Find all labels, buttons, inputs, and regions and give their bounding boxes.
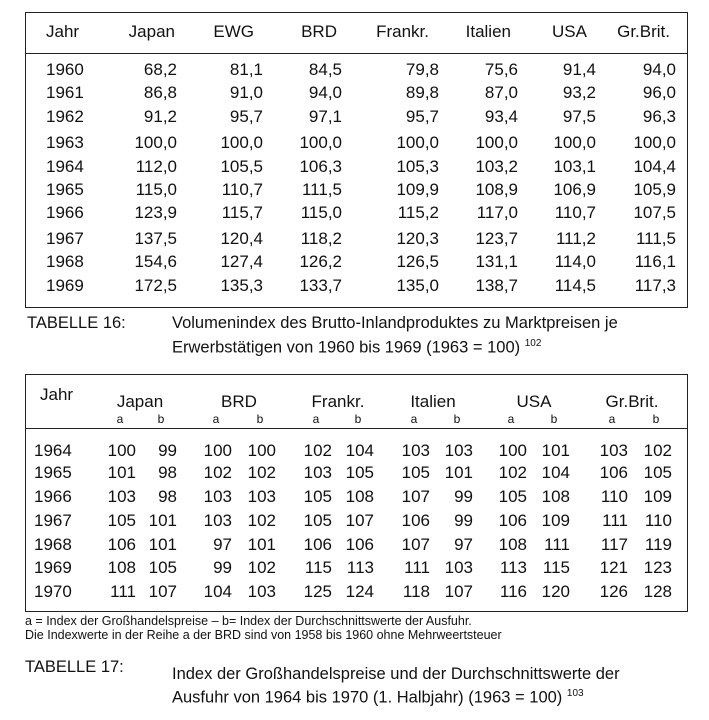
table-cell-b: 128 (643, 582, 672, 601)
table-cell-a: 103 (203, 511, 232, 530)
table-cell: 104,4 (633, 157, 676, 176)
table-cell: 79,8 (405, 60, 439, 79)
table-cell-a: 102 (303, 441, 332, 460)
table-cell-b: 115 (542, 558, 570, 577)
table-cell-b: 119 (644, 535, 672, 554)
row-year: 1966 (34, 487, 72, 506)
column-group-header: Frankr. (311, 392, 365, 411)
table-cell: 108,9 (475, 180, 518, 199)
table-cell: 126,5 (396, 252, 439, 271)
table-cell-b: 105 (345, 463, 374, 482)
table-cell: 131,1 (475, 252, 518, 271)
sub-header-a: a (116, 412, 124, 426)
table-cell: 135,3 (220, 276, 263, 295)
table-cell-a: 99 (213, 558, 232, 577)
table-cell: 75,6 (484, 60, 518, 79)
table-cell-b: 124 (345, 582, 374, 601)
table-cell-a: 107 (401, 535, 430, 554)
table-17-note-1: a = Index der Großhandelspreise – b= Index der Durchschnittswerte der Ausfuhr. (25, 614, 472, 628)
row-year: 1970 (34, 582, 72, 601)
table-cell-b: 98 (158, 463, 177, 482)
column-group-header: BRD (221, 392, 257, 411)
table-16-caption-label: TABELLE 16: (27, 314, 126, 332)
table-cell: 112,0 (135, 157, 177, 176)
table-cell-b: 106 (345, 535, 374, 554)
table-cell-b: 101 (247, 535, 276, 554)
table-cell-b: 102 (643, 441, 672, 460)
table-cell: 100,0 (134, 133, 177, 152)
table-cell-b: 109 (541, 511, 570, 530)
column-group-header: Gr.Brit. (605, 392, 659, 411)
table-cell: 105,3 (396, 157, 439, 176)
table-17-caption-line2 (172, 688, 584, 708)
table-cell: 115,7 (221, 203, 263, 222)
table-cell: 91,4 (562, 60, 596, 79)
table-cell-a: 100 (498, 441, 527, 460)
footnote-ref: 102 (524, 338, 542, 349)
sub-header-a: a (608, 412, 616, 426)
table-cell: 106,9 (553, 180, 596, 199)
sub-header-a: a (410, 412, 418, 426)
row-year: 1968 (34, 535, 72, 554)
table-cell: 114,0 (554, 252, 596, 271)
table-cell-a: 105 (303, 487, 332, 506)
table-cell: 93,4 (484, 107, 518, 126)
table-cell: 100,0 (553, 133, 596, 152)
table-cell: 123,9 (134, 203, 177, 222)
table-cell: 91,2 (143, 107, 177, 126)
table-cell: 103,2 (475, 157, 518, 176)
table-cell-a: 105 (107, 511, 136, 530)
column-header: Gr.Brit. (617, 22, 670, 41)
table-cell-a: 104 (203, 582, 232, 601)
table-cell: 94,0 (642, 60, 676, 79)
sub-header-b: b (652, 412, 660, 426)
table-cell-a: 103 (107, 487, 136, 506)
row-year: 1969 (46, 276, 84, 295)
table-cell: 84,5 (308, 60, 342, 79)
table-cell-a: 116 (499, 582, 527, 601)
table-cell: 133,7 (299, 276, 342, 295)
table-cell-a: 111 (110, 582, 136, 601)
sub-header-b: b (354, 412, 362, 426)
table-cell: 126,2 (299, 252, 342, 271)
column-group-header: Italien (410, 392, 456, 411)
column-header: Japan (128, 22, 175, 41)
table-cell: 68,2 (143, 60, 177, 79)
table-cell-a: 105 (303, 511, 332, 530)
caption-text: Erwerbstätigen von 1960 bis 1969 (1963 = 100) (172, 338, 521, 357)
table-cell-a: 108 (107, 558, 136, 577)
table-cell: 135,0 (396, 276, 439, 295)
table-cell-b: 108 (541, 487, 570, 506)
table-cell-b: 98 (158, 487, 177, 506)
table-cell: 95,7 (229, 107, 263, 126)
table-cell-b: 101 (148, 511, 177, 530)
table-cell: 105,9 (633, 180, 676, 199)
table-cell-b: 100 (247, 441, 276, 460)
sub-header-a: a (212, 412, 220, 426)
table-cell: 91,0 (229, 83, 263, 102)
table-cell: 154,6 (134, 252, 177, 271)
table-cell: 116,1 (634, 252, 676, 271)
header-divider (26, 53, 687, 54)
row-year: 1965 (34, 463, 72, 482)
table-cell: 118,2 (300, 229, 342, 248)
table-cell-b: 108 (345, 487, 374, 506)
table-cell: 117,3 (634, 276, 676, 295)
table-cell: 115,0 (135, 180, 177, 199)
footnote-ref: 103 (566, 688, 584, 699)
table-cell-a: 103 (401, 441, 430, 460)
table-17 (25, 374, 688, 612)
table-cell-a: 100 (203, 441, 232, 460)
table-cell-b: 102 (247, 463, 276, 482)
table-cell: 172,5 (134, 276, 177, 295)
table-cell-b: 103 (247, 487, 276, 506)
table-cell-b: 103 (247, 582, 276, 601)
table-cell-b: 102 (247, 558, 276, 577)
column-header: BRD (301, 22, 337, 41)
table-cell: 100,0 (475, 133, 518, 152)
row-year: 1968 (46, 252, 84, 271)
table-cell-b: 97 (454, 535, 473, 554)
row-year: 1964 (46, 157, 84, 176)
table-cell: 138,7 (475, 276, 518, 295)
column-header: Jahr (46, 22, 80, 41)
table-cell: 81,1 (229, 60, 263, 79)
table-cell: 100,0 (396, 133, 439, 152)
table-cell: 111,5 (635, 229, 676, 248)
table-cell-b: 101 (541, 441, 570, 460)
table-cell-a: 108 (498, 535, 527, 554)
sub-header-b: b (157, 412, 165, 426)
table-cell-a: 111 (602, 511, 628, 530)
row-year: 1961 (46, 83, 84, 102)
column-header: Italien (465, 22, 511, 41)
table-cell-b: 110 (644, 511, 672, 530)
header-divider (26, 428, 687, 429)
table-cell: 127,4 (220, 252, 263, 271)
sub-header-a: a (312, 412, 320, 426)
table-cell: 97,5 (562, 107, 596, 126)
table-cell-a: 105 (498, 487, 527, 506)
table-cell: 106,3 (299, 157, 342, 176)
table-17-caption-label: TABELLE 17: (25, 658, 124, 676)
row-year: 1966 (46, 203, 84, 222)
table-cell-a: 111 (404, 558, 430, 577)
table-cell-b: 99 (454, 511, 473, 530)
table-cell: 115,0 (300, 203, 342, 222)
table-cell-a: 125 (303, 582, 332, 601)
table-cell-a: 106 (401, 511, 430, 530)
table-cell-b: 101 (148, 535, 177, 554)
table-cell-b: 123 (643, 558, 672, 577)
table-cell-b: 109 (643, 487, 672, 506)
table-cell-a: 110 (600, 487, 628, 506)
table-cell-a: 118 (402, 582, 430, 601)
sub-header-b: b (256, 412, 264, 426)
table-cell-b: 102 (247, 511, 276, 530)
table-cell: 97,1 (308, 107, 342, 126)
column-group-header: USA (516, 392, 552, 411)
table-cell: 120,4 (220, 229, 263, 248)
table-cell: 109,9 (396, 180, 439, 199)
table-cell: 95,7 (405, 107, 439, 126)
table-cell-a: 105 (401, 463, 430, 482)
table-cell-a: 121 (599, 558, 628, 577)
column-header: EWG (213, 22, 254, 41)
sub-header-a: a (507, 412, 515, 426)
table-16-caption-line2 (172, 338, 541, 358)
table-cell: 93,2 (562, 83, 596, 102)
table-cell-a: 103 (303, 463, 332, 482)
row-year: 1967 (34, 511, 72, 530)
table-cell-a: 107 (401, 487, 430, 506)
table-cell-b: 104 (345, 441, 374, 460)
row-year: 1969 (34, 558, 72, 577)
table-cell: 94,0 (308, 83, 342, 102)
table-cell-b: 103 (444, 441, 473, 460)
column-header: USA (552, 22, 587, 41)
column-group-header: Japan (116, 392, 164, 411)
table-cell: 111,2 (555, 229, 596, 248)
table-cell-a: 101 (107, 463, 136, 482)
column-header: Frankr. (376, 22, 429, 41)
table-cell-a: 117 (600, 535, 628, 554)
sub-header-b: b (453, 412, 461, 426)
table-17-caption-line1: Index der Großhandelspreise und der Durchschnittswerte der (172, 665, 620, 683)
table-cell-b: 105 (148, 558, 177, 577)
table-cell-b: 99 (158, 441, 177, 460)
table-cell-a: 126 (599, 582, 628, 601)
table-cell-b: 99 (454, 487, 473, 506)
table-cell: 117,0 (476, 203, 518, 222)
table-cell: 105,5 (220, 157, 263, 176)
row-year: 1960 (46, 60, 84, 79)
table-cell-a: 103 (599, 441, 628, 460)
table-cell-a: 103 (203, 487, 232, 506)
table-cell-b: 104 (541, 463, 570, 482)
table-cell: 103,1 (553, 157, 596, 176)
table-16 (25, 12, 688, 308)
caption-text: Ausfuhr von 1964 bis 1970 (1. Halbjahr) (1963 = 100) (172, 688, 563, 707)
table-cell-b: 113 (346, 558, 374, 577)
table-cell: 107,5 (633, 203, 676, 222)
table-cell-a: 115 (304, 558, 332, 577)
table-cell: 137,5 (134, 229, 177, 248)
table-17-note-2: Die Indexwerte in der Reihe a der BRD sind von 1958 bis 1960 ohne Mehrweertsteuer (25, 628, 502, 642)
table-cell: 111,5 (301, 180, 342, 199)
table-cell: 87,0 (484, 83, 518, 102)
table-cell-a: 100 (107, 441, 136, 460)
table-cell-a: 106 (599, 463, 628, 482)
table-cell: 89,8 (405, 83, 439, 102)
table-cell-a: 113 (499, 558, 527, 577)
row-year: 1962 (46, 107, 84, 126)
table-cell-a: 106 (303, 535, 332, 554)
table-cell: 86,8 (143, 83, 177, 102)
table-cell-b: 101 (444, 463, 473, 482)
table-cell-b: 105 (643, 463, 672, 482)
table-cell: 123,7 (475, 229, 518, 248)
table-cell: 100,0 (220, 133, 263, 152)
table-cell-b: 107 (148, 582, 177, 601)
table-cell: 96,0 (642, 83, 676, 102)
table-cell-b: 107 (345, 511, 374, 530)
table-16-caption-line1: Volumenindex des Brutto-Inlandproduktes zu Marktpreisen je (172, 314, 618, 332)
table-cell-a: 102 (203, 463, 232, 482)
table-cell: 110,7 (221, 180, 263, 199)
table-cell-a: 106 (498, 511, 527, 530)
row-year: 1963 (46, 133, 84, 152)
table-cell-a: 97 (213, 535, 232, 554)
table-cell: 110,7 (554, 203, 596, 222)
table-cell-a: 102 (498, 463, 527, 482)
table-cell: 100,0 (633, 133, 676, 152)
table-cell-b: 107 (444, 582, 473, 601)
table-cell-b: 111 (544, 535, 570, 554)
row-year: 1967 (46, 229, 84, 248)
table-cell-b: 120 (541, 582, 570, 601)
row-year: 1965 (46, 180, 84, 199)
table-cell: 100,0 (299, 133, 342, 152)
sub-header-b: b (550, 412, 558, 426)
table-cell-b: 103 (444, 558, 473, 577)
column-header-year: Jahr (40, 385, 74, 404)
table-cell: 114,5 (554, 276, 596, 295)
table-cell-a: 106 (107, 535, 136, 554)
table-cell: 120,3 (396, 229, 439, 248)
table-cell: 115,2 (397, 203, 439, 222)
row-year: 1964 (34, 441, 72, 460)
table-cell: 96,3 (642, 107, 676, 126)
